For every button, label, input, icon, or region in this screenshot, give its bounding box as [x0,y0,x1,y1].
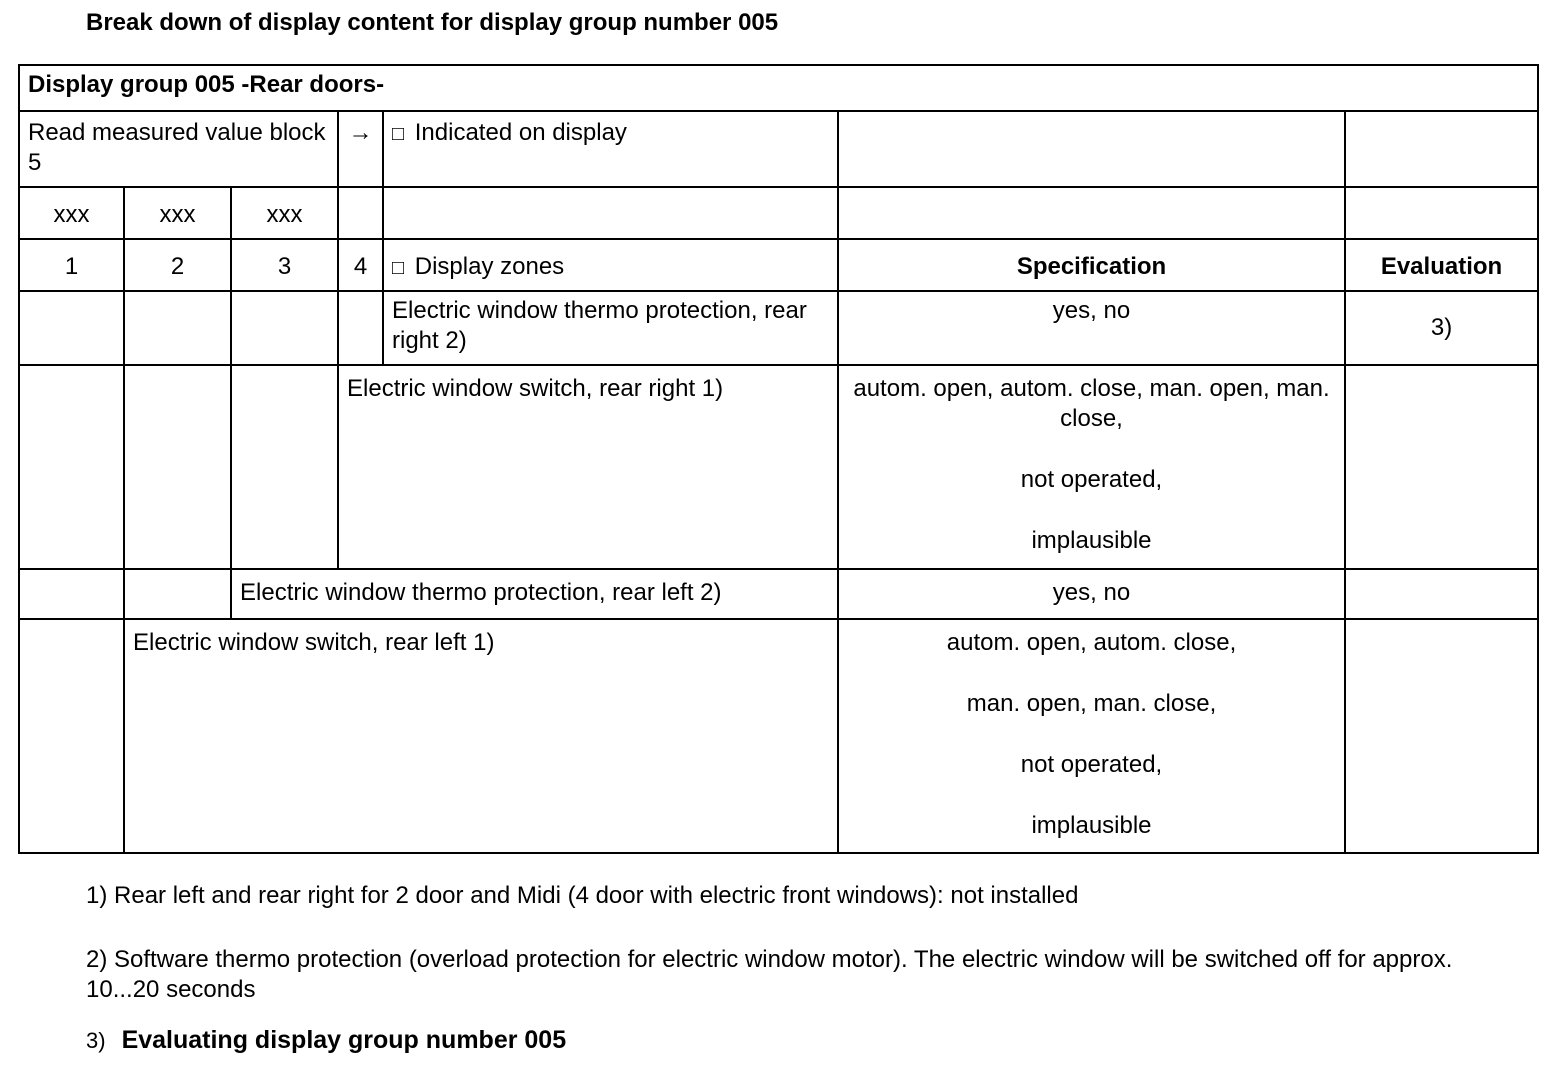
spec-line: not operated, [1020,751,1163,778]
row-spec-thermo-rear-right [838,291,1345,365]
row-label-thermo-rear-right: Electric window thermo protection, rear right 2) [383,291,838,365]
specification-header: Specification [838,239,1345,291]
empty-cell [19,569,124,619]
zone-number-4: 4 [338,239,383,291]
read-measured-value-label: Read measured value block 5 [19,111,338,187]
empty-cell [124,365,231,569]
empty-cell [19,291,124,365]
spec-line: yes, no [1052,579,1131,606]
row-eval-switch-rear-right [1345,365,1538,569]
indicated-on-display-label: Indicated on display [414,119,627,146]
footnote-2: 2) Software thermo protection (overload protection for electric window motor). The electric window will be switched off for approx. 10...20 seconds [86,946,1453,1003]
empty-cell [338,291,383,365]
display-zones-label: Display zones [414,252,565,280]
page-heading: Break down of display content for display group number 005 [86,9,779,36]
spec-line: implausible [1031,527,1152,554]
empty-cell [838,187,1345,239]
row-eval-thermo-rear-right: 3) [1345,291,1538,365]
xxx-value-1: xxx [19,187,124,239]
row-spec-switch-rear-left [838,619,1345,853]
row-label-switch-rear-right: Electric window switch, rear right 1) [338,365,838,569]
zone-number-2: 2 [124,239,231,291]
footnote-3-text: Evaluating display group number 005 [121,1026,567,1054]
empty-cell [231,365,338,569]
empty-cell [838,111,1345,187]
evaluation-header: Evaluation [1345,239,1538,291]
table-title: Display group 005 -Rear doors- [19,65,1538,111]
spec-line: man. open, man. close, [966,690,1217,717]
footnote-3 [86,1025,566,1056]
display-zones-cell [383,239,838,291]
arrow-icon: → [338,111,383,187]
row-label-thermo-rear-left: Electric window thermo protection, rear left 2) [231,569,838,619]
row-spec-switch-rear-right [838,365,1345,569]
empty-cell [338,187,383,239]
row-eval-switch-rear-left [1345,619,1538,853]
indicated-on-display-cell [383,111,838,187]
empty-cell [1345,111,1538,187]
spec-line: autom. open, autom. close, [946,629,1237,656]
empty-cell [231,291,338,365]
spec-line: not operated, [1020,466,1163,493]
footnote-3-number: 3) [86,1028,106,1053]
empty-cell [124,569,231,619]
display-group-table [18,64,1539,854]
checkbox-square-icon: □ [392,256,405,279]
row-spec-thermo-rear-left [838,569,1345,619]
spec-line: implausible [1031,812,1152,839]
row-label-switch-rear-left: Electric window switch, rear left 1) [124,619,838,853]
xxx-value-3: xxx [231,187,338,239]
row-eval-thermo-rear-left [1345,569,1538,619]
zone-number-1: 1 [19,239,124,291]
spec-line: autom. open, autom. close, man. open, man. close, [853,375,1330,432]
empty-cell [19,619,124,853]
checkbox-square-icon: □ [392,123,405,145]
spec-line: yes, no [1052,297,1131,324]
empty-cell [124,291,231,365]
zone-number-3: 3 [231,239,338,291]
footnote-1: 1) Rear left and rear right for 2 door and Midi (4 door with electric front windows): not installed [86,882,1079,909]
xxx-value-2: xxx [124,187,231,239]
empty-cell [19,365,124,569]
empty-cell [383,187,838,239]
empty-cell [1345,187,1538,239]
